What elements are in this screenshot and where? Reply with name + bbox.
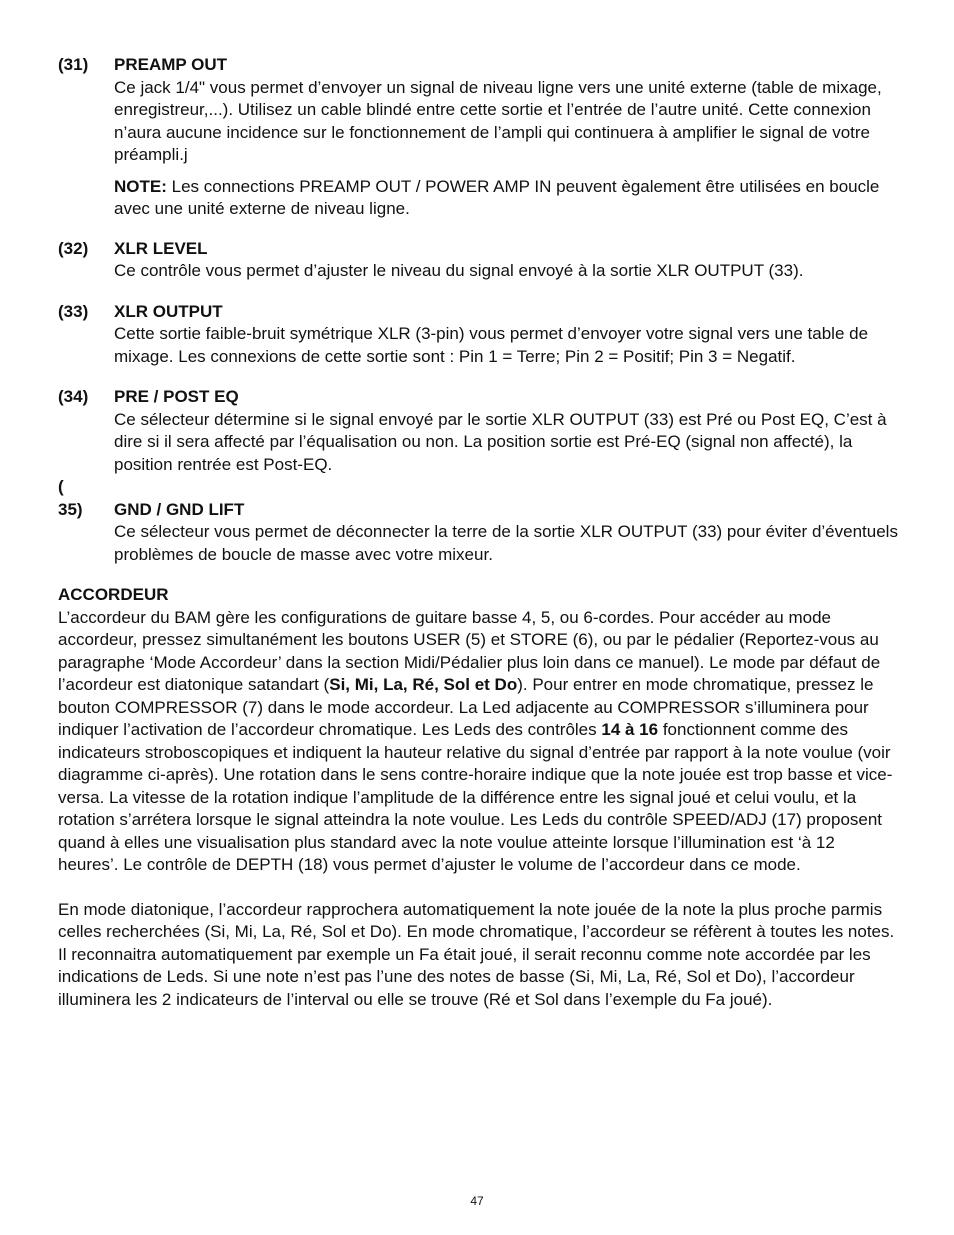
item-body — [114, 238, 900, 283]
item-title: PREAMP OUT — [114, 55, 228, 74]
item-body — [114, 386, 900, 476]
item-number: (31) — [58, 55, 89, 74]
text-run: ). Pour entrer en mode chromatique, pressez le bouton COMPRESSOR (7) dans le mode accordeur. La Led adjacente au COMPRESSOR s’illuminera pour indiquer l’activation de l’accordeur chromatique. Les Leds des contrôles — [58, 675, 874, 739]
note-text: Les connections PREAMP OUT / POWER AMP IN peuvent ègalement être utilisées en boucle avec une unité externe de niveau ligne. — [114, 176, 880, 218]
item-number: (34) — [58, 387, 89, 406]
text-run: L’accordeur du BAM gère les configurations de guitare basse 4, 5, ou 6-cordes. Pour accéder au mode accordeur, pressez simultanément les boutons USER (5) et STORE (6), ou par le pédalier (Reportez-vous au paragraphe ‘Mode Accordeur’ dans la section Midi/Pédalier plus loin dans ce manuel). Le mode par défaut de l’acordeur est diatonique satandart ( — [58, 607, 881, 694]
section-title: ACCORDEUR — [58, 585, 169, 604]
item-34 — [58, 386, 900, 476]
item-body — [114, 499, 900, 567]
item-text: Ce contrôle vous permet d’ajuster le niveau du signal envoyé à la sortie XLR OUTPUT (33). — [114, 261, 804, 280]
item-title: PRE / POST EQ — [114, 387, 239, 406]
bold-run: Si, Mi, La, Ré, Sol et Do — [329, 675, 518, 694]
note-label: NOTE: — [114, 176, 167, 196]
item-text: Ce jack 1/4" vous permet d’envoyer un signal de niveau ligne vers une unité externe (table de mixage, enregistreur,...). Utilisez un cable blindé entre cette sortie et l’entrée de l’autre unité. Cette connexion n’aura aucune incidence sur le fonctionnement de l’ampli qui continuera à amplifier le signal de votre préampli.j — [114, 77, 882, 164]
item-32 — [58, 238, 900, 283]
bold-run: 14 à 16 — [601, 720, 659, 739]
document-page — [58, 54, 900, 1011]
item-31 — [58, 54, 900, 221]
item-body — [114, 54, 900, 221]
item-text: Ce sélecteur vous permet de déconnecter la terre de la sortie XLR OUTPUT (33) pour éviter d’éventuels problèmes de boucle de masse avec votre mixeur. — [114, 522, 898, 564]
text-run: fonctionnent comme des indicateurs stroboscopiques et indiquent la hauteur relative du signal d’entrée par rapport à la note voulue (voir diagramme ci-après). Une rotation dans le sens contre-horaire indique que la note jouée est trop basse et vice-versa. La vitesse de la rotation indique l’amplitude de la différence entre les signal joué et celui voulu, et la rotation s’arrétera lorsque le signal atteindra la note voulue. Les Leds du contrôle SPEED/ADJ (17) proposent quand à elles une visualisation plus standard avec la note voulue atteinte lorsque l’illumination est ‘à 12 heures’. Le contrôle de DEPTH (18) vous permet d’ajuster le volume de l’accordeur dans ce mode. — [58, 720, 893, 874]
item-35 — [58, 499, 900, 567]
item-body — [114, 301, 900, 369]
item-title: XLR OUTPUT — [114, 301, 223, 321]
item-number-fragment: ( — [58, 477, 64, 496]
item-number: (32) — [58, 238, 89, 258]
item-note — [114, 176, 900, 221]
item-text: Ce sélecteur détermine si le signal envoyé par le sortie XLR OUTPUT (33) est Pré ou Post EQ, C’est à dire si il sera affecté par l’équalisation ou non. La position sortie est Pré-EQ (signal non affecté), la position rentrée est Post-EQ. — [114, 409, 887, 474]
page-number: 47 — [470, 1194, 484, 1208]
accordeur-paragraph-2: En mode diatonique, l’accordeur rapprochera automatiquement la note jouée de la note la plus proche parmis celles recherchées (Si, Mi, La, Ré, Sol et Do). En mode chromatique, l’accordeur se réfèrent à toutes les notes. Il reconnaitra automatiquement par exemple un Fa était joué, il serait reconnu comme note accordée par les indications de Leds. Si une note n’est pas l’une des notes de basse (Si, Mi, La, Ré, Sol et Do), l’accordeur illuminera les 2 indicateurs de l’interval ou elle se trouve (Ré et Sol dans l’exemple du Fa joué). — [58, 899, 895, 1009]
item-text: Cette sortie faible-bruit symétrique XLR (3-pin) vous permet d’envoyer votre signal vers une table de mixage. Les connexions de cette sortie sont : Pin 1 = Terre; Pin 2 = Positif; Pin 3 = Negatif. — [114, 324, 869, 366]
accordeur-paragraph-1 — [58, 607, 900, 877]
item-title: XLR LEVEL — [114, 238, 208, 258]
item-number: 35) — [58, 499, 83, 519]
item-number: (33) — [58, 301, 89, 321]
item-title: GND / GND LIFT — [114, 499, 245, 519]
item-33 — [58, 301, 900, 369]
